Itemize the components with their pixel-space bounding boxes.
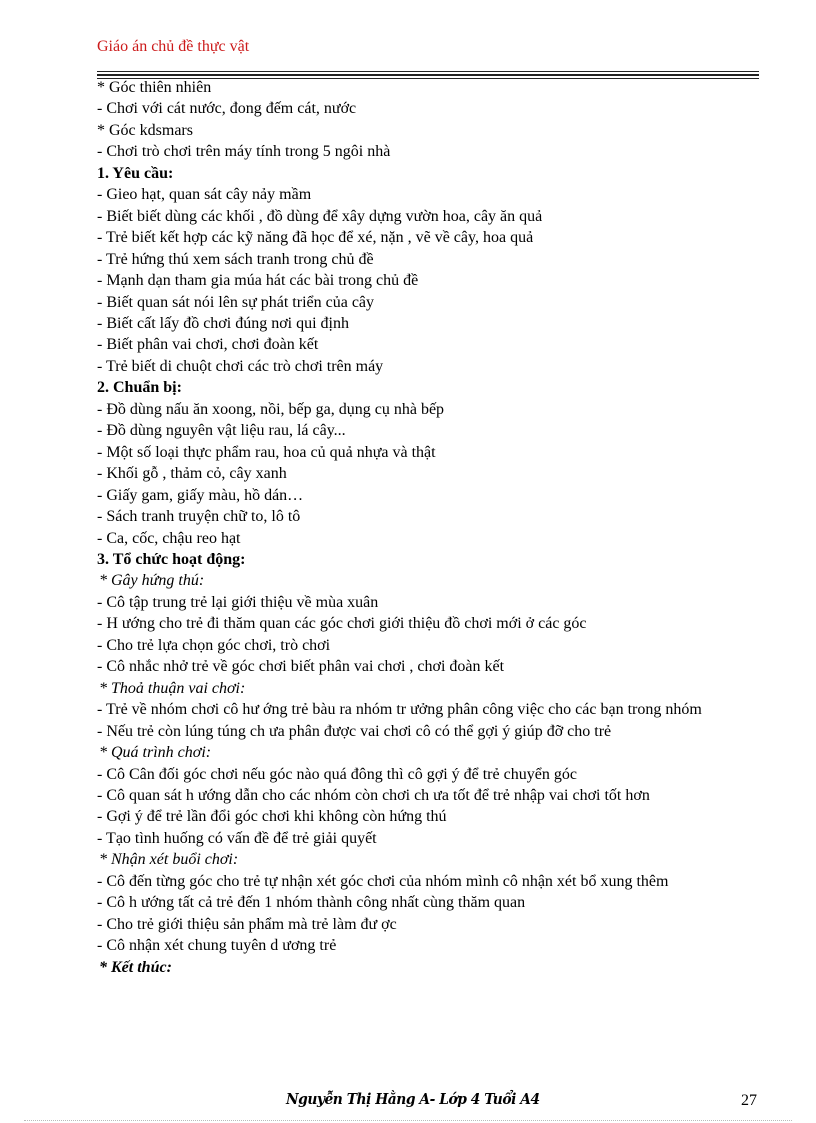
subsection-heading: * Gây hứng thú: [99,572,205,590]
list-item: - H ướng cho trẻ đi thăm quan các góc chơi giới thiệu đồ chơi mới ở các góc [97,615,587,633]
list-item: - Gợi ý để trẻ lần đổi góc chơi khi không còn hứng thú [97,808,447,826]
list-item: - Cho trẻ giới thiệu sản phẩm mà trẻ làm đư ợc [97,915,397,933]
list-item: - Cô Cân đối góc chơi nếu góc nào quá đông thì cô gợi ý để trẻ chuyển góc [97,765,577,783]
list-item: - Giấy gam, giấy màu, hồ dán… [97,486,304,504]
footer-divider [24,1120,792,1121]
subsection-heading: * Thoả thuận vai chơi: [99,679,246,697]
list-item: - Một số loại thực phẩm rau, hoa củ quả nhựa và thật [97,443,436,461]
subsection-heading: * Nhận xét buổi chơi: [99,851,239,869]
section-label: * Góc kdsmars [97,121,193,139]
list-item: - Khối gỗ , thảm cỏ, cây xanh [97,465,287,483]
list-item: - Sách tranh truyện chữ to, lô tô [97,508,301,526]
list-item: - Tạo tình huống có vấn đề để trẻ giải quyết [97,829,377,847]
subsection-heading: * Quá trình chơi: [99,744,212,762]
list-item: - Trẻ biết di chuột chơi các trò chơi trên máy [97,357,384,375]
document-header-title: Giáo án chủ đề thực vật [97,38,250,55]
list-item: - Ca, cốc, chậu reo hạt [97,529,241,547]
list-item: - Đồ dùng nấu ăn xoong, nồi, bếp ga, dụng cụ nhà bếp [97,400,445,418]
list-item: - Cô nhắc nhở trẻ về góc chơi biết phân vai chơi , chơi đoàn kết [97,658,505,676]
header-rule-top [97,71,759,72]
list-item: - Biết cất lấy đồ chơi đúng nơi qui định [97,314,349,332]
list-item: - Biết phân vai chơi, chơi đoàn kết [97,336,319,354]
document-body [97,77,759,978]
list-item: - Cô quan sát h ướng dẫn cho các nhóm còn chơi ch ưa tốt để trẻ nhập vai chơi tốt hơn [97,786,650,804]
list-item: - Chơi với cát nước, đong đếm cát, nước [97,100,357,118]
list-item: - Trẻ về nhóm chơi cô hư ớng trẻ bàu ra nhóm tr ưởng phân công việc cho các bạn trong nhóm [97,701,702,719]
list-item: - Nếu trẻ còn lúng túng ch ưa phân được vai chơi cô có thể gợi ý giúp đỡ cho trẻ [97,722,612,740]
list-item: - Biết quan sát nói lên sự phát triển của cây [97,293,375,311]
list-item: - Biết biết dùng các khối , đồ dùng để xây dựng vườn hoa, cây ăn quả [97,207,543,225]
page-number: 27 [741,1092,757,1109]
list-item: - Cho trẻ lựa chọn góc chơi, trò chơi [97,636,331,654]
section-heading: 1. Yêu cầu: [97,164,174,182]
list-item: - Cô nhận xét chung tuyên d ương trẻ [97,937,337,955]
list-item: - Gieo hạt, quan sát cây nảy mầm [97,186,312,204]
list-item: - Chơi trò chơi trên máy tính trong 5 ngôi nhà [97,143,391,161]
section-heading: 2. Chuẩn bị: [97,379,182,397]
list-item: - Cô h ướng tất cả trẻ đến 1 nhóm thành công nhất cùng thăm quan [97,894,526,912]
list-item: - Đồ dùng nguyên vật liệu rau, lá cây... [97,422,346,440]
list-item: - Trẻ biết kết hợp các kỹ năng đã học để xé, nặn , vẽ về cây, hoa quả [97,229,534,247]
list-item: - Cô đến từng góc cho trẻ tự nhận xét góc chơi của nhóm mình cô nhận xét bổ xung thêm [97,872,669,890]
list-item: - Trẻ hứng thú xem sách tranh trong chủ đề [97,250,374,268]
footer-author: Nguyễn Thị Hằng A- Lớp 4 Tuổi A4 [286,1090,540,1108]
section-heading: 3. Tổ chức hoạt động: [97,550,246,568]
subsection-heading: * Kết thúc: [99,958,172,976]
header-rule-middle [97,74,759,76]
list-item: - Mạnh dạn tham gia múa hát các bài trong chủ đề [97,272,419,290]
section-label: * Góc thiên nhiên [97,79,212,96]
list-item: - Cô tập trung trẻ lại giới thiệu về mùa xuân [97,593,379,611]
